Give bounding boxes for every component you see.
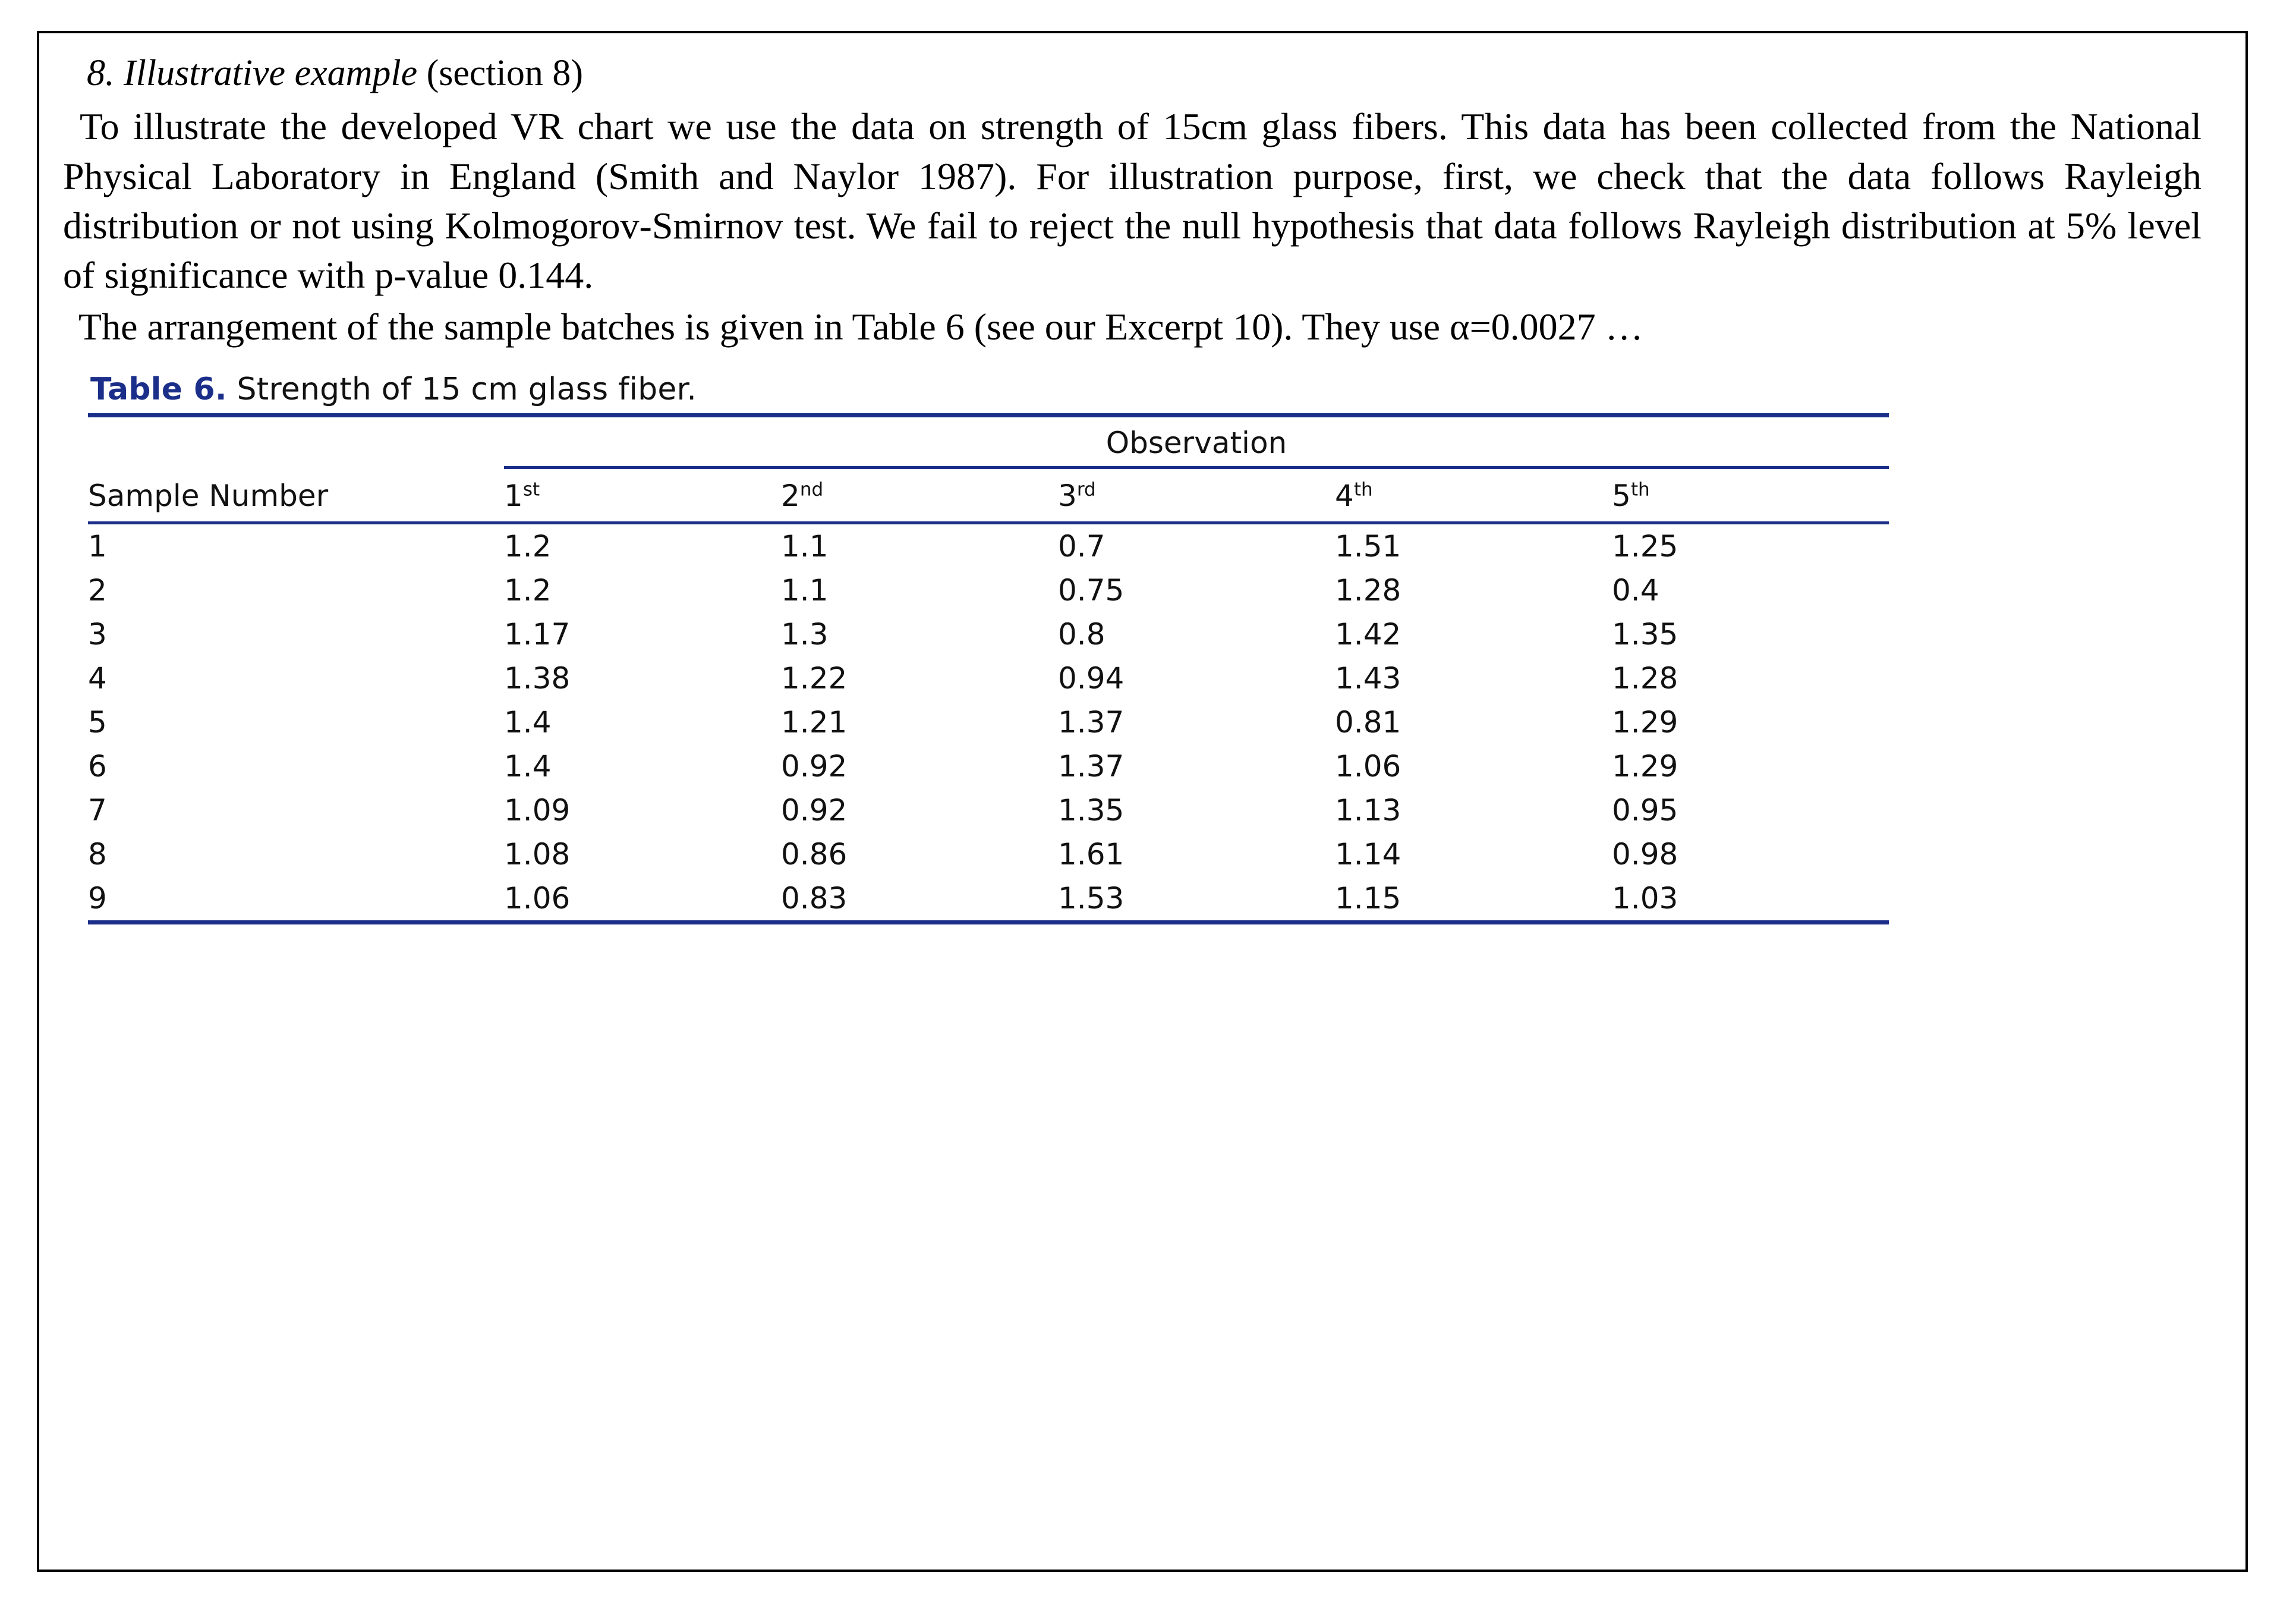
table-row xyxy=(88,832,1889,876)
row-value-2: 0.83 xyxy=(781,881,848,916)
column-header-obs-5 xyxy=(1612,468,1889,522)
row-value-2: 0.92 xyxy=(781,793,848,828)
row-sample-number: 3 xyxy=(88,617,107,652)
row-value-4: 1.42 xyxy=(1335,617,1401,652)
column-header-obs-4 xyxy=(1335,468,1612,522)
table-row xyxy=(88,744,1889,788)
row-value-1: 1.4 xyxy=(504,749,552,784)
row-value-1: 1.08 xyxy=(504,837,571,872)
row-value-5: 1.28 xyxy=(1612,661,1678,696)
table-column-header-row xyxy=(88,468,1889,522)
table-row xyxy=(88,788,1889,832)
table-label: Table 6. xyxy=(90,372,227,408)
obs-2-number: 2 xyxy=(781,479,800,514)
column-header-obs-2 xyxy=(781,468,1058,522)
obs-1-number: 1 xyxy=(504,479,523,514)
row-value-5: 0.95 xyxy=(1612,793,1678,828)
row-value-2: 0.86 xyxy=(781,837,848,872)
excerpt-content xyxy=(63,50,2215,924)
section-heading xyxy=(87,50,2215,97)
row-value-2: 1.1 xyxy=(781,529,829,564)
table-bottom-rule xyxy=(88,920,1889,923)
row-value-3: 0.8 xyxy=(1058,617,1106,652)
row-sample-number: 8 xyxy=(88,837,107,872)
column-header-obs-3 xyxy=(1058,468,1335,522)
section-reference: (section 8) xyxy=(426,53,584,93)
group-header-observation: Observation xyxy=(1106,426,1287,461)
row-value-4: 1.14 xyxy=(1335,837,1401,872)
table-row xyxy=(88,700,1889,744)
row-value-2: 1.3 xyxy=(781,617,829,652)
row-value-4: 1.28 xyxy=(1335,573,1401,608)
row-value-5: 0.4 xyxy=(1612,573,1659,608)
row-value-2: 1.21 xyxy=(781,705,848,740)
row-value-3: 1.53 xyxy=(1058,881,1125,916)
row-sample-number: 4 xyxy=(88,661,107,696)
row-value-5: 1.25 xyxy=(1612,529,1678,564)
column-header-sample-number: Sample Number xyxy=(88,479,329,514)
row-value-2: 1.1 xyxy=(781,573,829,608)
row-sample-number: 2 xyxy=(88,573,107,608)
obs-4-number: 4 xyxy=(1335,479,1354,514)
row-value-4: 0.81 xyxy=(1335,705,1401,740)
row-value-2: 0.92 xyxy=(781,749,848,784)
row-value-5: 1.29 xyxy=(1612,705,1678,740)
row-value-4: 1.43 xyxy=(1335,661,1401,696)
row-value-5: 1.03 xyxy=(1612,881,1678,916)
row-sample-number: 7 xyxy=(88,793,107,828)
group-header-spacer xyxy=(88,417,504,466)
row-value-1: 1.4 xyxy=(504,705,552,740)
row-value-3: 1.35 xyxy=(1058,793,1125,828)
obs-2-suffix: nd xyxy=(799,479,824,501)
row-value-4: 1.15 xyxy=(1335,881,1401,916)
row-value-1: 1.2 xyxy=(504,529,552,564)
strength-table xyxy=(88,413,1889,924)
obs-3-suffix: rd xyxy=(1076,479,1096,501)
row-value-1: 1.06 xyxy=(504,881,571,916)
row-sample-number: 6 xyxy=(88,749,107,784)
row-value-4: 1.51 xyxy=(1335,529,1401,564)
row-sample-number: 9 xyxy=(88,881,107,916)
obs-1-suffix: st xyxy=(522,479,540,501)
row-value-1: 1.09 xyxy=(504,793,571,828)
row-value-3: 1.37 xyxy=(1058,705,1125,740)
obs-5-number: 5 xyxy=(1612,479,1631,514)
table-row xyxy=(88,876,1889,920)
paragraph-illustration: To illustrate the developed VR chart we use the data on strength of 15cm glass fibers. This data has been collected from the National Physical Laboratory in England (Smith and Naylor 1987). For illustration purpose, first, we check that the data follows Rayleigh distribution or not using Kolmogorov-Smirnov test. We fail to reject the null hypothesis that data follows Rayleigh distribution at 5% level of significance with p-value 0.144. xyxy=(63,105,2201,296)
table-row xyxy=(88,523,1889,569)
table-row xyxy=(88,568,1889,612)
table-6-block xyxy=(63,372,1864,924)
row-value-1: 1.2 xyxy=(504,573,552,608)
row-value-4: 1.06 xyxy=(1335,749,1401,784)
row-value-3: 0.7 xyxy=(1058,529,1106,564)
row-value-3: 1.61 xyxy=(1058,837,1125,872)
row-sample-number: 5 xyxy=(88,705,107,740)
row-value-2: 1.22 xyxy=(781,661,848,696)
row-sample-number: 1 xyxy=(88,529,107,564)
obs-5-suffix: th xyxy=(1630,479,1650,501)
row-value-4: 1.13 xyxy=(1335,793,1401,828)
table-row xyxy=(88,612,1889,656)
row-value-5: 1.35 xyxy=(1612,617,1678,652)
row-value-5: 1.29 xyxy=(1612,749,1678,784)
row-value-1: 1.17 xyxy=(504,617,571,652)
excerpt-box xyxy=(37,31,2248,1572)
obs-3-number: 3 xyxy=(1058,479,1077,514)
paragraph-arrangement: The arrangement of the sample batches is given in Table 6 (see our Excerpt 10). They use α=0.0027 … xyxy=(78,306,1643,348)
table-row xyxy=(88,656,1889,700)
obs-4-suffix: th xyxy=(1353,479,1373,501)
row-value-1: 1.38 xyxy=(504,661,571,696)
row-value-3: 0.75 xyxy=(1058,573,1125,608)
table-caption xyxy=(90,372,1864,407)
row-value-3: 0.94 xyxy=(1058,661,1125,696)
row-value-5: 0.98 xyxy=(1612,837,1678,872)
section-title: 8. Illustrative example xyxy=(87,53,418,93)
row-value-3: 1.37 xyxy=(1058,749,1125,784)
table-group-header-row xyxy=(88,417,1889,466)
table-caption-text: Strength of 15 cm glass fiber. xyxy=(237,372,697,408)
column-header-obs-1 xyxy=(504,468,781,522)
